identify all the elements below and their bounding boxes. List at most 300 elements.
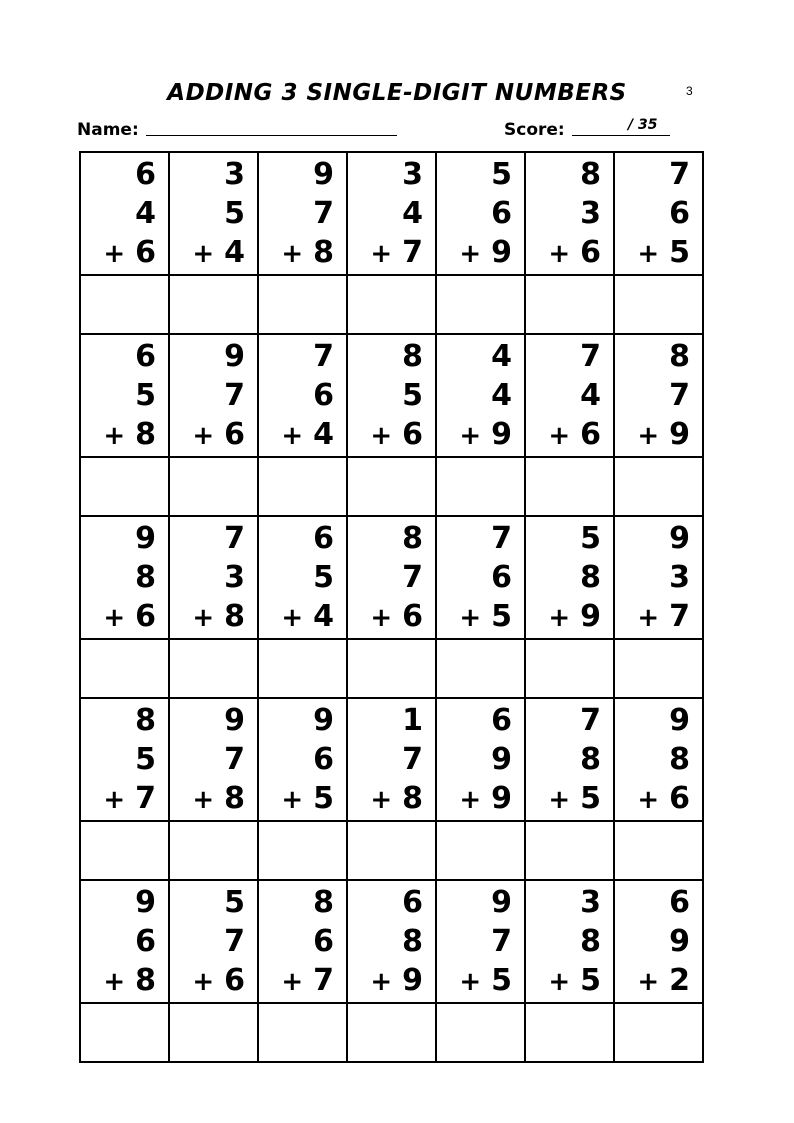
problem-cell <box>614 880 703 1003</box>
problem-cell <box>614 152 703 275</box>
problem-cell <box>347 698 436 821</box>
addend-digit: 6 <box>669 196 690 231</box>
addition-problem <box>615 517 702 638</box>
answer-box[interactable] <box>347 457 436 516</box>
answer-box[interactable] <box>347 1003 436 1062</box>
addend-digit: 6 <box>402 885 423 920</box>
addend-digit: 3 <box>402 157 423 192</box>
answer-box[interactable] <box>347 821 436 880</box>
addition-problem <box>526 881 613 1002</box>
plus-sign: + <box>103 239 126 269</box>
addend-line <box>402 740 423 779</box>
addend-digit: 6 <box>491 196 512 231</box>
answer-box[interactable] <box>169 275 258 334</box>
addend-digit: 3 <box>224 560 245 595</box>
plus-sign: + <box>103 967 126 997</box>
addend-digit: 6 <box>580 417 601 452</box>
addend-digit: 7 <box>669 599 690 634</box>
addition-problem <box>615 335 702 456</box>
addition-problem <box>437 517 524 638</box>
problem-cell <box>169 152 258 275</box>
addend-line <box>192 233 245 274</box>
addend-digit: 6 <box>135 339 156 374</box>
addend-digit: 8 <box>580 157 601 192</box>
addend-digit: 9 <box>491 885 512 920</box>
addend-line <box>548 233 601 274</box>
plus-sign: + <box>370 421 393 451</box>
addend-line <box>370 233 423 274</box>
addition-problem <box>615 881 702 1002</box>
problem-cell <box>347 516 436 639</box>
plus-sign: + <box>281 603 304 633</box>
name-label: Name: <box>77 120 139 140</box>
addend-line <box>580 376 601 415</box>
addend-line <box>135 558 156 597</box>
addend-line <box>580 701 601 740</box>
addend-line <box>580 519 601 558</box>
addend-line <box>491 155 512 194</box>
addend-line <box>669 558 690 597</box>
addend-digit: 9 <box>313 703 334 738</box>
addend-line <box>402 337 423 376</box>
answer-box[interactable] <box>347 275 436 334</box>
addend-line <box>580 883 601 922</box>
answer-row <box>80 821 703 880</box>
problem-cell <box>614 516 703 639</box>
plus-sign: + <box>637 239 660 269</box>
addend-digit: 4 <box>135 196 156 231</box>
addend-line <box>313 337 334 376</box>
addend-digit: 2 <box>669 963 690 998</box>
addition-problem <box>259 517 346 638</box>
plus-sign: + <box>459 967 482 997</box>
addition-problem <box>526 153 613 274</box>
addition-problem <box>348 153 435 274</box>
problem-cell <box>525 698 614 821</box>
answer-box[interactable] <box>80 457 169 516</box>
addend-line <box>224 922 245 961</box>
addition-problem <box>81 699 168 820</box>
plus-sign: + <box>103 603 126 633</box>
addend-line <box>370 597 423 638</box>
answer-box[interactable] <box>258 275 347 334</box>
addend-line <box>402 883 423 922</box>
answer-box[interactable] <box>614 457 703 516</box>
answer-box[interactable] <box>436 275 525 334</box>
addend-line <box>402 558 423 597</box>
addend-line <box>370 415 423 456</box>
addend-line <box>135 155 156 194</box>
answer-box[interactable] <box>80 1003 169 1062</box>
addend-digit: 6 <box>135 157 156 192</box>
score-label: Score: <box>504 120 565 140</box>
addend-line <box>459 233 512 274</box>
addend-digit: 4 <box>402 196 423 231</box>
addend-digit: 5 <box>313 560 334 595</box>
addend-line <box>103 597 156 638</box>
problem-cell <box>169 334 258 457</box>
addend-digit: 8 <box>669 339 690 374</box>
addend-digit: 3 <box>224 157 245 192</box>
addend-line <box>135 376 156 415</box>
answer-box[interactable] <box>436 821 525 880</box>
addend-digit: 4 <box>580 378 601 413</box>
addend-digit: 6 <box>402 599 423 634</box>
answer-box[interactable] <box>614 821 703 880</box>
answer-box[interactable] <box>614 275 703 334</box>
answer-row <box>80 275 703 334</box>
plus-sign: + <box>548 239 571 269</box>
addend-line <box>313 558 334 597</box>
plus-sign: + <box>637 603 660 633</box>
addend-line <box>491 194 512 233</box>
answer-box[interactable] <box>169 639 258 698</box>
addend-digit: 5 <box>224 885 245 920</box>
answer-box[interactable] <box>614 1003 703 1062</box>
addend-digit: 7 <box>491 924 512 959</box>
problem-row <box>80 698 703 821</box>
name-field-line[interactable] <box>146 135 397 136</box>
addition-problem <box>170 517 257 638</box>
answer-row <box>80 457 703 516</box>
problem-cell <box>347 880 436 1003</box>
addend-digit: 8 <box>135 703 156 738</box>
addend-line <box>548 779 601 820</box>
addend-line <box>224 376 245 415</box>
addend-line <box>192 597 245 638</box>
addition-problem <box>259 699 346 820</box>
addend-digit: 9 <box>402 963 423 998</box>
addend-digit: 4 <box>491 339 512 374</box>
addend-digit: 9 <box>669 521 690 556</box>
addend-digit: 5 <box>491 963 512 998</box>
answer-box[interactable] <box>525 1003 614 1062</box>
problem-row <box>80 880 703 1003</box>
plus-sign: + <box>103 785 126 815</box>
answer-box[interactable] <box>169 1003 258 1062</box>
addend-digit: 7 <box>313 339 334 374</box>
score-total: / 35 <box>628 117 658 133</box>
problem-cell <box>614 698 703 821</box>
plus-sign: + <box>548 603 571 633</box>
addend-line <box>637 597 690 638</box>
answer-box[interactable] <box>258 1003 347 1062</box>
addend-line <box>103 233 156 274</box>
problem-cell <box>258 698 347 821</box>
addend-digit: 8 <box>402 781 423 816</box>
addend-line <box>491 519 512 558</box>
page-number: 3 <box>686 84 693 98</box>
addend-digit: 8 <box>135 560 156 595</box>
addend-line <box>224 558 245 597</box>
addend-line <box>669 155 690 194</box>
addend-digit: 8 <box>402 521 423 556</box>
addition-problem <box>259 153 346 274</box>
addend-line <box>370 779 423 820</box>
problem-cell <box>80 334 169 457</box>
addend-line <box>669 519 690 558</box>
addend-digit: 8 <box>224 781 245 816</box>
answer-box[interactable] <box>80 639 169 698</box>
problem-cell <box>525 152 614 275</box>
addend-digit: 9 <box>135 521 156 556</box>
plus-sign: + <box>637 967 660 997</box>
problem-cell <box>80 698 169 821</box>
addend-line <box>548 415 601 456</box>
answer-box[interactable] <box>436 1003 525 1062</box>
addend-line <box>192 415 245 456</box>
answer-box[interactable] <box>169 821 258 880</box>
addend-line <box>580 558 601 597</box>
addend-digit: 6 <box>135 924 156 959</box>
addend-line <box>135 337 156 376</box>
addition-problem <box>170 335 257 456</box>
addend-digit: 7 <box>224 521 245 556</box>
addition-problem <box>259 335 346 456</box>
addition-problem <box>437 153 524 274</box>
addend-digit: 7 <box>669 157 690 192</box>
plus-sign: + <box>459 421 482 451</box>
addend-digit: 9 <box>224 339 245 374</box>
plus-sign: + <box>548 785 571 815</box>
addend-digit: 5 <box>491 599 512 634</box>
addition-problem <box>170 881 257 1002</box>
addend-digit: 9 <box>669 703 690 738</box>
addend-digit: 7 <box>491 521 512 556</box>
addend-line <box>669 701 690 740</box>
plus-sign: + <box>370 785 393 815</box>
addend-line <box>491 337 512 376</box>
problem-grid <box>79 151 704 1063</box>
addend-digit: 6 <box>313 378 334 413</box>
answer-box[interactable] <box>525 457 614 516</box>
addend-line <box>192 779 245 820</box>
answer-box[interactable] <box>258 821 347 880</box>
addend-digit: 5 <box>580 963 601 998</box>
plus-sign: + <box>281 967 304 997</box>
addend-digit: 4 <box>224 235 245 270</box>
addition-problem <box>170 153 257 274</box>
problem-row <box>80 334 703 457</box>
addend-line <box>103 961 156 1002</box>
problem-row <box>80 152 703 275</box>
answer-box[interactable] <box>525 821 614 880</box>
addend-line <box>135 701 156 740</box>
addend-line <box>135 519 156 558</box>
addend-line <box>135 922 156 961</box>
addend-line <box>669 740 690 779</box>
addend-digit: 8 <box>135 963 156 998</box>
addend-line <box>491 883 512 922</box>
worksheet-title: ADDING 3 SINGLE-DIGIT NUMBERS <box>167 80 627 106</box>
addition-problem <box>81 335 168 456</box>
addend-digit: 6 <box>669 781 690 816</box>
problem-cell <box>436 698 525 821</box>
problem-cell <box>80 516 169 639</box>
addend-line <box>459 961 512 1002</box>
addend-line <box>459 415 512 456</box>
addend-digit: 5 <box>135 742 156 777</box>
addition-problem <box>81 517 168 638</box>
addend-line <box>459 779 512 820</box>
addend-line <box>313 194 334 233</box>
problem-row <box>80 516 703 639</box>
addend-line <box>580 194 601 233</box>
plus-sign: + <box>281 785 304 815</box>
addend-line <box>669 922 690 961</box>
addend-line <box>281 961 334 1002</box>
answer-row <box>80 639 703 698</box>
answer-box[interactable] <box>80 821 169 880</box>
plus-sign: + <box>192 785 215 815</box>
answer-box[interactable] <box>258 639 347 698</box>
addend-digit: 9 <box>580 599 601 634</box>
addend-line <box>491 740 512 779</box>
addend-line <box>637 961 690 1002</box>
addend-digit: 7 <box>135 781 156 816</box>
addend-line <box>491 376 512 415</box>
plus-sign: + <box>637 421 660 451</box>
addend-digit: 6 <box>491 703 512 738</box>
answer-box[interactable] <box>614 639 703 698</box>
addend-digit: 9 <box>491 742 512 777</box>
problem-cell <box>169 698 258 821</box>
addend-line <box>135 194 156 233</box>
addend-digit: 6 <box>491 560 512 595</box>
plus-sign: + <box>370 603 393 633</box>
addend-digit: 5 <box>313 781 334 816</box>
addend-line <box>491 701 512 740</box>
addend-line <box>402 155 423 194</box>
addend-line <box>491 558 512 597</box>
plus-sign: + <box>192 421 215 451</box>
problem-cell <box>258 516 347 639</box>
addend-line <box>402 922 423 961</box>
addend-digit: 7 <box>402 742 423 777</box>
addend-line <box>103 415 156 456</box>
addend-line <box>459 597 512 638</box>
addend-digit: 9 <box>135 885 156 920</box>
addend-line <box>281 779 334 820</box>
addend-digit: 5 <box>224 196 245 231</box>
addend-line <box>103 779 156 820</box>
addend-line <box>669 883 690 922</box>
addend-line <box>580 922 601 961</box>
addend-line <box>313 740 334 779</box>
addend-digit: 7 <box>669 378 690 413</box>
addend-digit: 5 <box>135 378 156 413</box>
addend-digit: 8 <box>580 560 601 595</box>
addition-problem <box>615 153 702 274</box>
problem-cell <box>525 880 614 1003</box>
addend-digit: 6 <box>669 885 690 920</box>
addend-digit: 7 <box>313 196 334 231</box>
addend-line <box>580 740 601 779</box>
addend-digit: 8 <box>135 417 156 452</box>
addend-digit: 9 <box>669 924 690 959</box>
addition-problem <box>170 699 257 820</box>
addend-line <box>224 701 245 740</box>
addition-problem <box>526 517 613 638</box>
addend-line <box>491 922 512 961</box>
addend-digit: 7 <box>224 742 245 777</box>
addend-digit: 7 <box>580 339 601 374</box>
addend-line <box>402 701 423 740</box>
addend-digit: 6 <box>135 599 156 634</box>
addend-line <box>669 376 690 415</box>
answer-row <box>80 1003 703 1062</box>
addition-problem <box>615 699 702 820</box>
addend-line <box>224 194 245 233</box>
problem-cell <box>169 516 258 639</box>
addend-digit: 4 <box>491 378 512 413</box>
addend-digit: 6 <box>313 924 334 959</box>
answer-box[interactable] <box>436 457 525 516</box>
addend-digit: 9 <box>491 235 512 270</box>
problem-cell <box>525 334 614 457</box>
answer-box[interactable] <box>436 639 525 698</box>
addend-line <box>402 519 423 558</box>
addend-digit: 6 <box>224 417 245 452</box>
addend-line <box>224 337 245 376</box>
addend-digit: 6 <box>402 417 423 452</box>
addend-digit: 4 <box>313 599 334 634</box>
addend-digit: 5 <box>402 378 423 413</box>
addend-line <box>637 415 690 456</box>
addition-problem <box>348 881 435 1002</box>
addition-problem <box>348 517 435 638</box>
addend-digit: 3 <box>580 196 601 231</box>
problem-cell <box>80 880 169 1003</box>
addend-digit: 6 <box>313 521 334 556</box>
addend-digit: 6 <box>580 235 601 270</box>
problem-cell <box>436 516 525 639</box>
addend-digit: 3 <box>669 560 690 595</box>
answer-box[interactable] <box>80 275 169 334</box>
addend-digit: 4 <box>313 417 334 452</box>
plus-sign: + <box>192 603 215 633</box>
addend-line <box>224 883 245 922</box>
answer-box[interactable] <box>258 457 347 516</box>
answer-box[interactable] <box>169 457 258 516</box>
addition-problem <box>437 335 524 456</box>
addend-digit: 7 <box>402 560 423 595</box>
addition-problem <box>526 335 613 456</box>
addend-line <box>192 961 245 1002</box>
addend-digit: 6 <box>313 742 334 777</box>
plus-sign: + <box>192 967 215 997</box>
addition-problem <box>348 335 435 456</box>
addend-digit: 6 <box>224 963 245 998</box>
answer-box[interactable] <box>525 275 614 334</box>
addend-digit: 7 <box>580 703 601 738</box>
score-field-line[interactable] <box>572 135 670 136</box>
addend-digit: 8 <box>580 742 601 777</box>
addition-problem <box>259 881 346 1002</box>
addend-digit: 5 <box>669 235 690 270</box>
addend-digit: 1 <box>402 703 423 738</box>
answer-box[interactable] <box>347 639 436 698</box>
answer-box[interactable] <box>525 639 614 698</box>
addend-line <box>669 337 690 376</box>
addend-digit: 8 <box>669 742 690 777</box>
addend-digit: 3 <box>580 885 601 920</box>
addend-line <box>313 922 334 961</box>
addend-line <box>313 519 334 558</box>
addend-digit: 7 <box>313 963 334 998</box>
addend-line <box>135 740 156 779</box>
addend-line <box>370 961 423 1002</box>
